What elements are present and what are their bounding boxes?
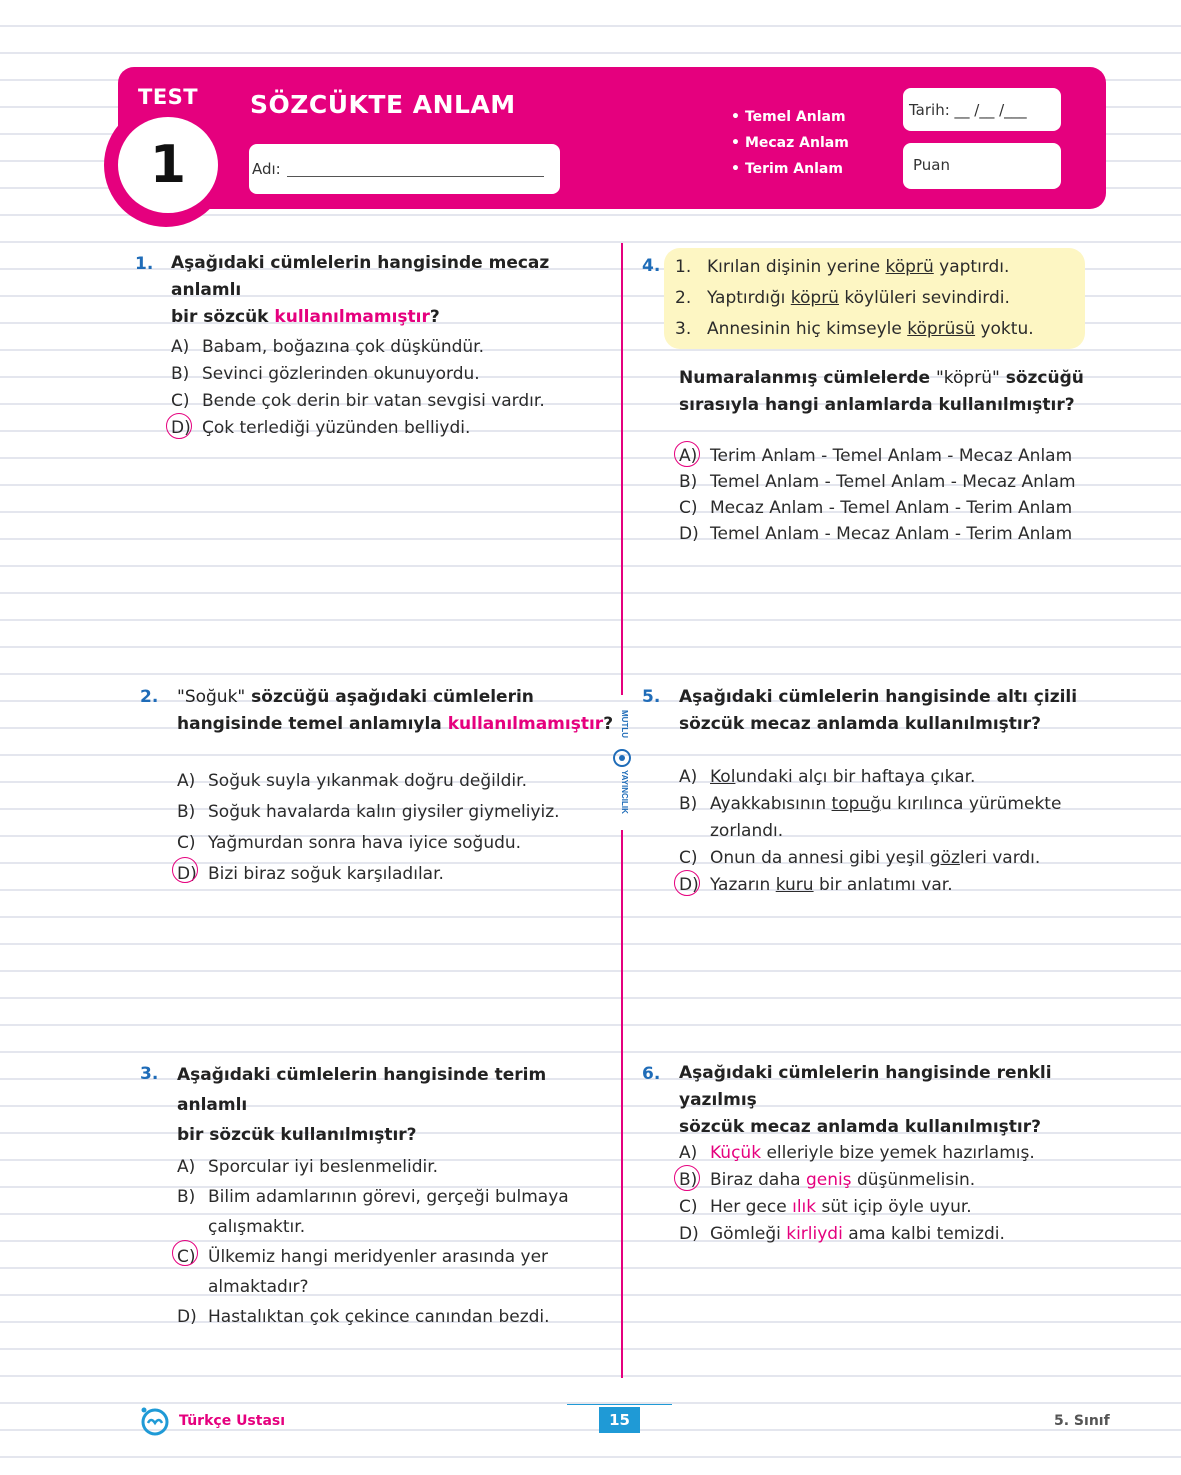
- sentence-text: köylüleri sevindirdi.: [838, 288, 1010, 308]
- stem-text: Numaralanmış cümlelerde: [679, 368, 936, 388]
- option-letter: C): [679, 1197, 698, 1217]
- stem-text: Aşağıdaki cümlelerin hangisinde terim anlamlı: [177, 1065, 547, 1115]
- stem-emphasis: kullanılmamıştır: [274, 307, 430, 327]
- option-letter: B): [177, 1187, 196, 1207]
- option-a[interactable]: [679, 1140, 1035, 1167]
- numbered-sentence: [675, 252, 1034, 283]
- topic-item: • Temel Anlam: [731, 104, 849, 130]
- option-b[interactable]: [177, 797, 560, 828]
- page-number: 15: [599, 1407, 640, 1433]
- option-text: Temel Anlam - Mecaz Anlam - Terim Anlam: [710, 524, 1073, 544]
- underlined-word: kuru: [775, 875, 814, 895]
- option-d[interactable]: [171, 415, 545, 442]
- underlined-word: topuğ: [831, 794, 881, 814]
- option-b[interactable]: [177, 1182, 569, 1242]
- option-letter: A): [177, 771, 196, 791]
- option-text: Çok terlediği yüzünden belliydi.: [202, 418, 471, 438]
- stem-text: bir sözcük: [171, 307, 275, 327]
- question-stem: [679, 365, 1119, 419]
- stem-text: ?: [603, 714, 614, 734]
- option-d[interactable]: [177, 859, 560, 890]
- option-c[interactable]: [177, 1242, 569, 1302]
- question-number: 2.: [140, 687, 159, 707]
- colored-word: Küçük: [710, 1143, 762, 1163]
- stem-text: sözcük mecaz anlamda kullanılmıştır?: [679, 1117, 1041, 1137]
- option-text: Ülkemiz hangi meridyenler arasında yer: [208, 1247, 549, 1267]
- stem-text: sırasıyla hangi anlamlarda kullanılmıştır?: [679, 395, 1075, 415]
- stem-text: Aşağıdaki cümlelerin hangisinde altı çizili: [679, 687, 1078, 707]
- option-letter-marked: D): [177, 859, 208, 890]
- option-a[interactable]: [171, 334, 545, 361]
- stem-text: sözcüğü aşağıdaki cümlelerin: [245, 687, 534, 707]
- option-text: leri vardı.: [959, 848, 1041, 868]
- option-letter: A): [679, 1143, 698, 1163]
- question-number: 5.: [642, 687, 661, 707]
- stem-text: ?: [429, 307, 440, 327]
- option-text: Bilim adamlarının görevi, gerçeği bulmaya: [208, 1187, 569, 1207]
- question-stem: [177, 684, 617, 738]
- publisher-logo-icon: [139, 1406, 171, 1436]
- numbered-sentence: [675, 314, 1034, 345]
- option-text: Soğuk havalarda kalın giysiler giymeliyiz.: [208, 802, 560, 822]
- option-text: Sporcular iyi beslenmelidir.: [208, 1157, 439, 1177]
- option-text: Her gece: [710, 1197, 793, 1217]
- name-line[interactable]: [287, 176, 544, 177]
- stem-text: sözcük mecaz anlamda kullanılmıştır?: [679, 714, 1041, 734]
- grade-label: 5. Sınıf: [1054, 1413, 1110, 1429]
- side-brand-word2: YAYINCILIK: [620, 770, 629, 814]
- option-text: Soğuk suyla yıkanmak doğru değildir.: [208, 771, 527, 791]
- option-c[interactable]: [177, 828, 560, 859]
- colored-word: ılık: [792, 1197, 817, 1217]
- stem-text: sözcüğü: [999, 368, 1084, 388]
- side-brand-word1: MUTLU: [620, 710, 629, 738]
- underlined-word: köprüsü: [907, 319, 976, 339]
- numbered-sentences: [675, 252, 1034, 345]
- option-text: zorlandı.: [710, 821, 784, 841]
- option-letter: C): [679, 498, 698, 518]
- option-text: Mecaz Anlam - Temel Anlam - Terim Anlam: [710, 498, 1073, 518]
- option-text: Yazarın: [710, 875, 776, 895]
- option-text: Bende çok derin bir vatan sevgisi vardır.: [202, 391, 545, 411]
- option-list: [177, 1152, 569, 1332]
- option-letter: B): [177, 802, 196, 822]
- option-c[interactable]: [679, 495, 1076, 521]
- option-text: elleriyle bize yemek hazırlamış.: [761, 1143, 1035, 1163]
- sentence-number: 2.: [675, 288, 692, 308]
- option-text: Biraz daha: [710, 1170, 806, 1190]
- option-letter: A): [679, 767, 698, 787]
- sentence-number: 1.: [675, 257, 692, 277]
- question-number: 4.: [642, 256, 661, 276]
- option-letter: A): [171, 337, 190, 357]
- option-text: Ayakkabısının: [710, 794, 832, 814]
- page-title: SÖZCÜKTE ANLAM: [250, 90, 516, 119]
- option-a[interactable]: [679, 443, 1076, 469]
- option-text: bir anlatımı var.: [813, 875, 953, 895]
- score-label: Puan: [913, 156, 950, 174]
- colored-word: geniş: [805, 1170, 852, 1190]
- option-c[interactable]: [679, 1194, 1035, 1221]
- option-text: Temel Anlam - Temel Anlam - Mecaz Anlam: [710, 472, 1076, 492]
- option-letter: D): [679, 524, 699, 544]
- option-b[interactable]: [679, 791, 1061, 845]
- option-text: almaktadır?: [208, 1277, 309, 1297]
- option-text: ama kalbi temizdi.: [842, 1224, 1005, 1244]
- option-letter-marked: A): [679, 443, 710, 469]
- option-text: Babam, boğazına çok düşkündür.: [202, 337, 484, 357]
- question-number: 3.: [140, 1064, 159, 1084]
- option-letter-marked: B): [679, 1167, 710, 1194]
- option-letter-marked: D): [171, 415, 202, 442]
- sentence-text: Yaptırdığı: [707, 288, 791, 308]
- option-text: Terim Anlam - Temel Anlam - Mecaz Anlam: [710, 446, 1073, 466]
- option-letter-marked: C): [177, 1242, 208, 1272]
- question-stem: [177, 1060, 617, 1150]
- stem-text: hangisinde temel anlamıyla: [177, 714, 448, 734]
- option-text: Sevinci gözlerinden okunuyordu.: [202, 364, 480, 384]
- topic-list: [731, 104, 849, 182]
- column-divider: [621, 243, 623, 695]
- option-a[interactable]: [177, 766, 560, 797]
- option-a[interactable]: [679, 764, 1061, 791]
- option-letter-marked: D): [679, 872, 710, 899]
- option-letter: D): [177, 1307, 197, 1327]
- option-letter: C): [177, 833, 196, 853]
- option-d[interactable]: [679, 521, 1076, 547]
- sentence-text: Annesinin hiç kimseyle: [707, 319, 908, 339]
- option-letter: D): [679, 1224, 699, 1244]
- date-label: Tarih: __ /__ /___: [909, 101, 1027, 119]
- option-b[interactable]: [679, 1167, 1035, 1194]
- name-label: Adı:: [252, 160, 281, 178]
- stem-text: bir sözcük kullanılmıştır?: [177, 1125, 417, 1145]
- option-b[interactable]: [679, 469, 1076, 495]
- test-label: TEST: [138, 85, 199, 109]
- sentence-text: Kırılan dişinin yerine: [707, 257, 886, 277]
- option-letter: C): [679, 848, 698, 868]
- underlined-word: göz: [929, 848, 960, 868]
- numbered-sentence: [675, 283, 1034, 314]
- name-field[interactable]: [249, 144, 560, 194]
- sentence-text: yaptırdı.: [933, 257, 1010, 277]
- sentence-number: 3.: [675, 319, 692, 339]
- brand-logo-dot: [619, 755, 625, 761]
- column-divider: [621, 830, 623, 1378]
- question-stem: [679, 1060, 1119, 1141]
- option-b[interactable]: [171, 361, 545, 388]
- test-number: 1: [149, 135, 187, 195]
- option-text: Onun da annesi gibi yeşil: [710, 848, 930, 868]
- footer-rule: [567, 1404, 672, 1405]
- option-text: süt içip öyle uyur.: [816, 1197, 972, 1217]
- option-letter: B): [171, 364, 190, 384]
- option-d[interactable]: [177, 1302, 569, 1332]
- option-c[interactable]: [171, 388, 545, 415]
- option-d[interactable]: [679, 872, 1061, 899]
- topic-item: • Mecaz Anlam: [731, 130, 849, 156]
- book-title: Türkçe Ustası: [179, 1413, 286, 1429]
- stem-quote: "köprü": [935, 368, 1000, 388]
- option-list: [177, 766, 560, 890]
- option-text: Bizi biraz soğuk karşıladılar.: [208, 864, 444, 884]
- option-letter: A): [177, 1157, 196, 1177]
- option-a[interactable]: [177, 1152, 569, 1182]
- stem-quote: "Soğuk": [177, 687, 246, 707]
- stem-text: Aşağıdaki cümlelerin hangisinde renkli yazılmış: [679, 1063, 1052, 1110]
- option-letter: B): [679, 472, 698, 492]
- option-text: Yağmurdan sonra hava iyice soğudu.: [208, 833, 522, 853]
- option-text: düşünmelisin.: [851, 1170, 976, 1190]
- option-list: [679, 443, 1076, 547]
- question-number: 6.: [642, 1064, 661, 1084]
- option-text: undaki alçı bir haftaya çıkar.: [735, 767, 976, 787]
- underlined-word: Kol: [710, 767, 736, 787]
- question-stem: [679, 684, 1119, 738]
- option-list: [679, 764, 1061, 899]
- option-text: u kırılınca yürümekte: [880, 794, 1062, 814]
- stem-emphasis: kullanılmamıştır: [447, 714, 604, 734]
- option-text: Gömleği: [710, 1224, 787, 1244]
- stem-text: Aşağıdaki cümlelerin hangisinde mecaz anlamlı: [171, 253, 550, 300]
- question-number: 1.: [135, 254, 154, 274]
- option-d[interactable]: [679, 1221, 1035, 1248]
- underlined-word: köprü: [885, 257, 934, 277]
- topic-item: • Terim Anlam: [731, 156, 849, 182]
- underlined-word: köprü: [790, 288, 839, 308]
- option-text: Hastalıktan çok çekince canından bezdi.: [208, 1307, 550, 1327]
- colored-word: kirliydi: [786, 1224, 843, 1244]
- option-letter: B): [679, 794, 698, 814]
- question-stem: [171, 250, 611, 331]
- option-list: [171, 334, 545, 442]
- option-letter: C): [171, 391, 190, 411]
- option-text: çalışmaktır.: [208, 1217, 306, 1237]
- sentence-text: yoktu.: [975, 319, 1034, 339]
- option-c[interactable]: [679, 845, 1061, 872]
- option-list: [679, 1140, 1035, 1248]
